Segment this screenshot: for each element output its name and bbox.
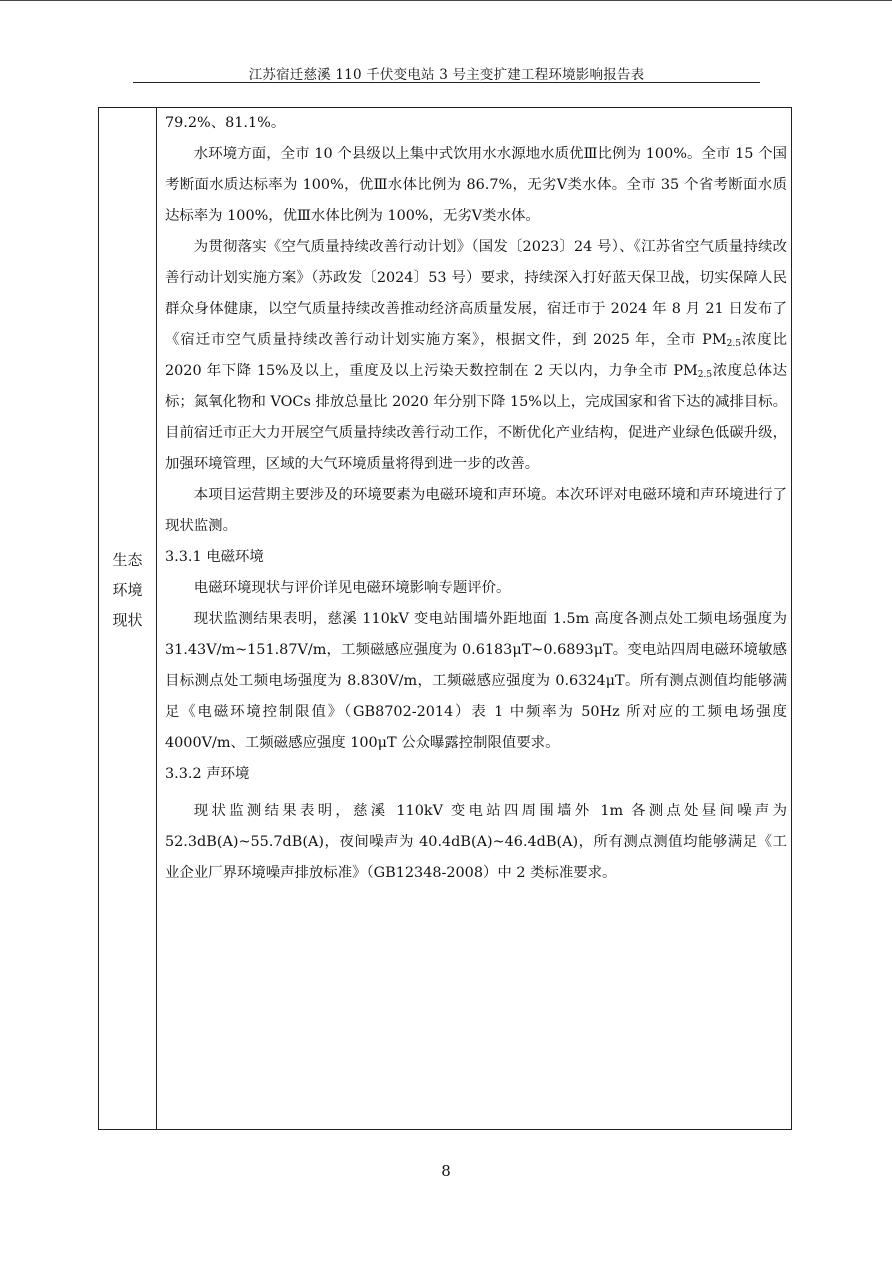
- paragraph-continuation: 79.2%、81.1%。: [165, 115, 286, 131]
- header-title: 江苏宿迁慈溪 110 千伏变电站 3 号主变扩建工程环境影响报告表: [248, 67, 645, 83]
- paragraph-em-reference: 电磁环境现状与评价详见电磁环境影响专题评价。: [193, 580, 511, 596]
- page-top-border: [0, 0, 892, 1]
- air-text-c: 浓度总体达标；氮氧化物和 VOCs 排放总量比 2020 年分别下降 15%以上，完成国家和省下达的减排目标。目前宿迁市正大力开展空气质量持续改善行动工作，不断优化产业结构，促进产业绿色低碳升级，加强环境管理，区域的大气环境质量将得到进一步的改善。: [165, 363, 787, 472]
- air-text-b: 浓度比 2020 年下降 15%及以上，重度及以上污染天数控制在 2 天以内，力争全市 PM: [165, 332, 787, 379]
- side-label-line-1: 生态: [112, 551, 143, 569]
- side-label: [99, 545, 156, 635]
- content-cell: [165, 108, 787, 889]
- section-heading-electromagnetic: 3.3.1 电磁环境: [165, 549, 264, 565]
- side-label-line-3: 现状: [112, 611, 143, 629]
- side-label-line-2: 环境: [112, 581, 143, 599]
- pm-subscript-1: 2.5: [726, 339, 741, 349]
- paragraph-water-environment: 水环境方面，全市 10 个县级以上集中式饮用水水源地水质优Ⅲ比例为 100%。全市 15 个国考断面水质达标率为 100%，优Ⅲ水体比例为 86.7%，无劣Ⅴ类水体。全市 35 个省考断面水质达标率为 100%，优Ⅲ水体比例为 100%，无劣Ⅴ类水体。: [165, 146, 787, 224]
- air-text-a: 为贯彻落实《空气质量持续改善行动计划》（国发〔2023〕24 号）、《江苏省空气质量持续改善行动计划实施方案》（苏政发〔2024〕53 号）要求，持续深入打好蓝天保卫战，切实保障人民群众身体健康，以空气质量持续改善推动经济高质量发展，宿迁市于 2024 年 8 月 21 日发布了《宿迁市空气质量持续改善行动计划实施方案》，根据文件，到 2025 年，全市 PM: [165, 239, 787, 348]
- section-heading-acoustic: 3.3.2 声环境: [165, 766, 250, 782]
- pm-subscript-2: 2.5: [697, 370, 713, 380]
- header-rule: [133, 82, 760, 83]
- column-divider: [156, 108, 157, 1129]
- page-number: 8: [441, 1162, 451, 1180]
- paragraph-em-results: 现状监测结果表明，慈溪 110kV 变电站围墙外距地面 1.5m 高度各测点处工频电场强度为 31.43V/m~151.87V/m，工频磁感应强度为 0.6183μT~0.6893μT。变电站四周电磁环境敏感目标测点处工频电场强度为 8.830V/m，工频磁感应强度为 0.6324μT。所有测点测值均能够满足《电磁环境控制限值》（GB8702-2014）表 1 中频率为 50Hz 所对应的工频电场强度 4000V/m、工频磁感应强度 100μT 公众曝露控制限值要求。: [165, 611, 787, 751]
- paragraph-monitoring-intro: 本项目运营期主要涉及的环境要素为电磁环境和声环境。本次环评对电磁环境和声环境进行了现状监测。: [165, 487, 787, 534]
- paragraph-noise-results: 现状监测结果表明，慈溪 110kV 变电站四周围墙外 1m 各测点处昼间噪声为 52.3dB(A)~55.7dB(A)，夜间噪声为 40.4dB(A)~46.4dB(A)，所有测点测值均能够满足《工业企业厂界环境噪声排放标准》（GB12348-2008）中 2 类标准要求。: [165, 803, 787, 881]
- paragraph-air-quality-plan: [165, 232, 787, 480]
- content-table: [98, 107, 792, 1130]
